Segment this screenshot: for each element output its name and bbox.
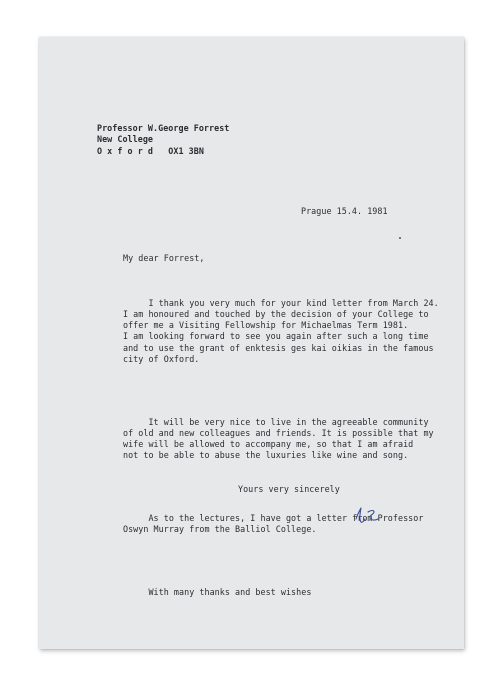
paragraph-4: With many thanks and best wishes <box>123 586 312 597</box>
paragraph-1: I thank you very much for your kind letter from March 24. I am honoured and touched by the decision of your College to offer me a Visiting Fellowship for Michaelmas Term 1981. I am looking forward to see you again after such a long time and to use the grant of enktesis ges kai oikias in the famous city of Oxford. <box>123 297 439 365</box>
signature-icon <box>353 504 383 526</box>
ink-speck <box>399 237 401 239</box>
paragraph-2: It will be very nice to live in the agreeable community of old and new colleagues and friends. It is possible that my wife will be allowed to accompany me, so that I am afraid not to be able to abuse the luxuries like wine and song. <box>123 416 434 461</box>
paragraph-3: As to the lectures, I have got a letter from Professor Oswyn Murray from the Balliol College. <box>123 512 424 535</box>
letter-body <box>123 275 439 621</box>
closing-line: Yours very sincerely <box>238 484 340 494</box>
letter-date: Prague 15.4. 1981 <box>301 206 388 216</box>
salutation: My dear Forrest, <box>123 253 205 263</box>
letter-page <box>39 37 464 649</box>
recipient-address: Professor W.George Forrest New College O x f o r d OX1 3BN <box>97 123 230 156</box>
